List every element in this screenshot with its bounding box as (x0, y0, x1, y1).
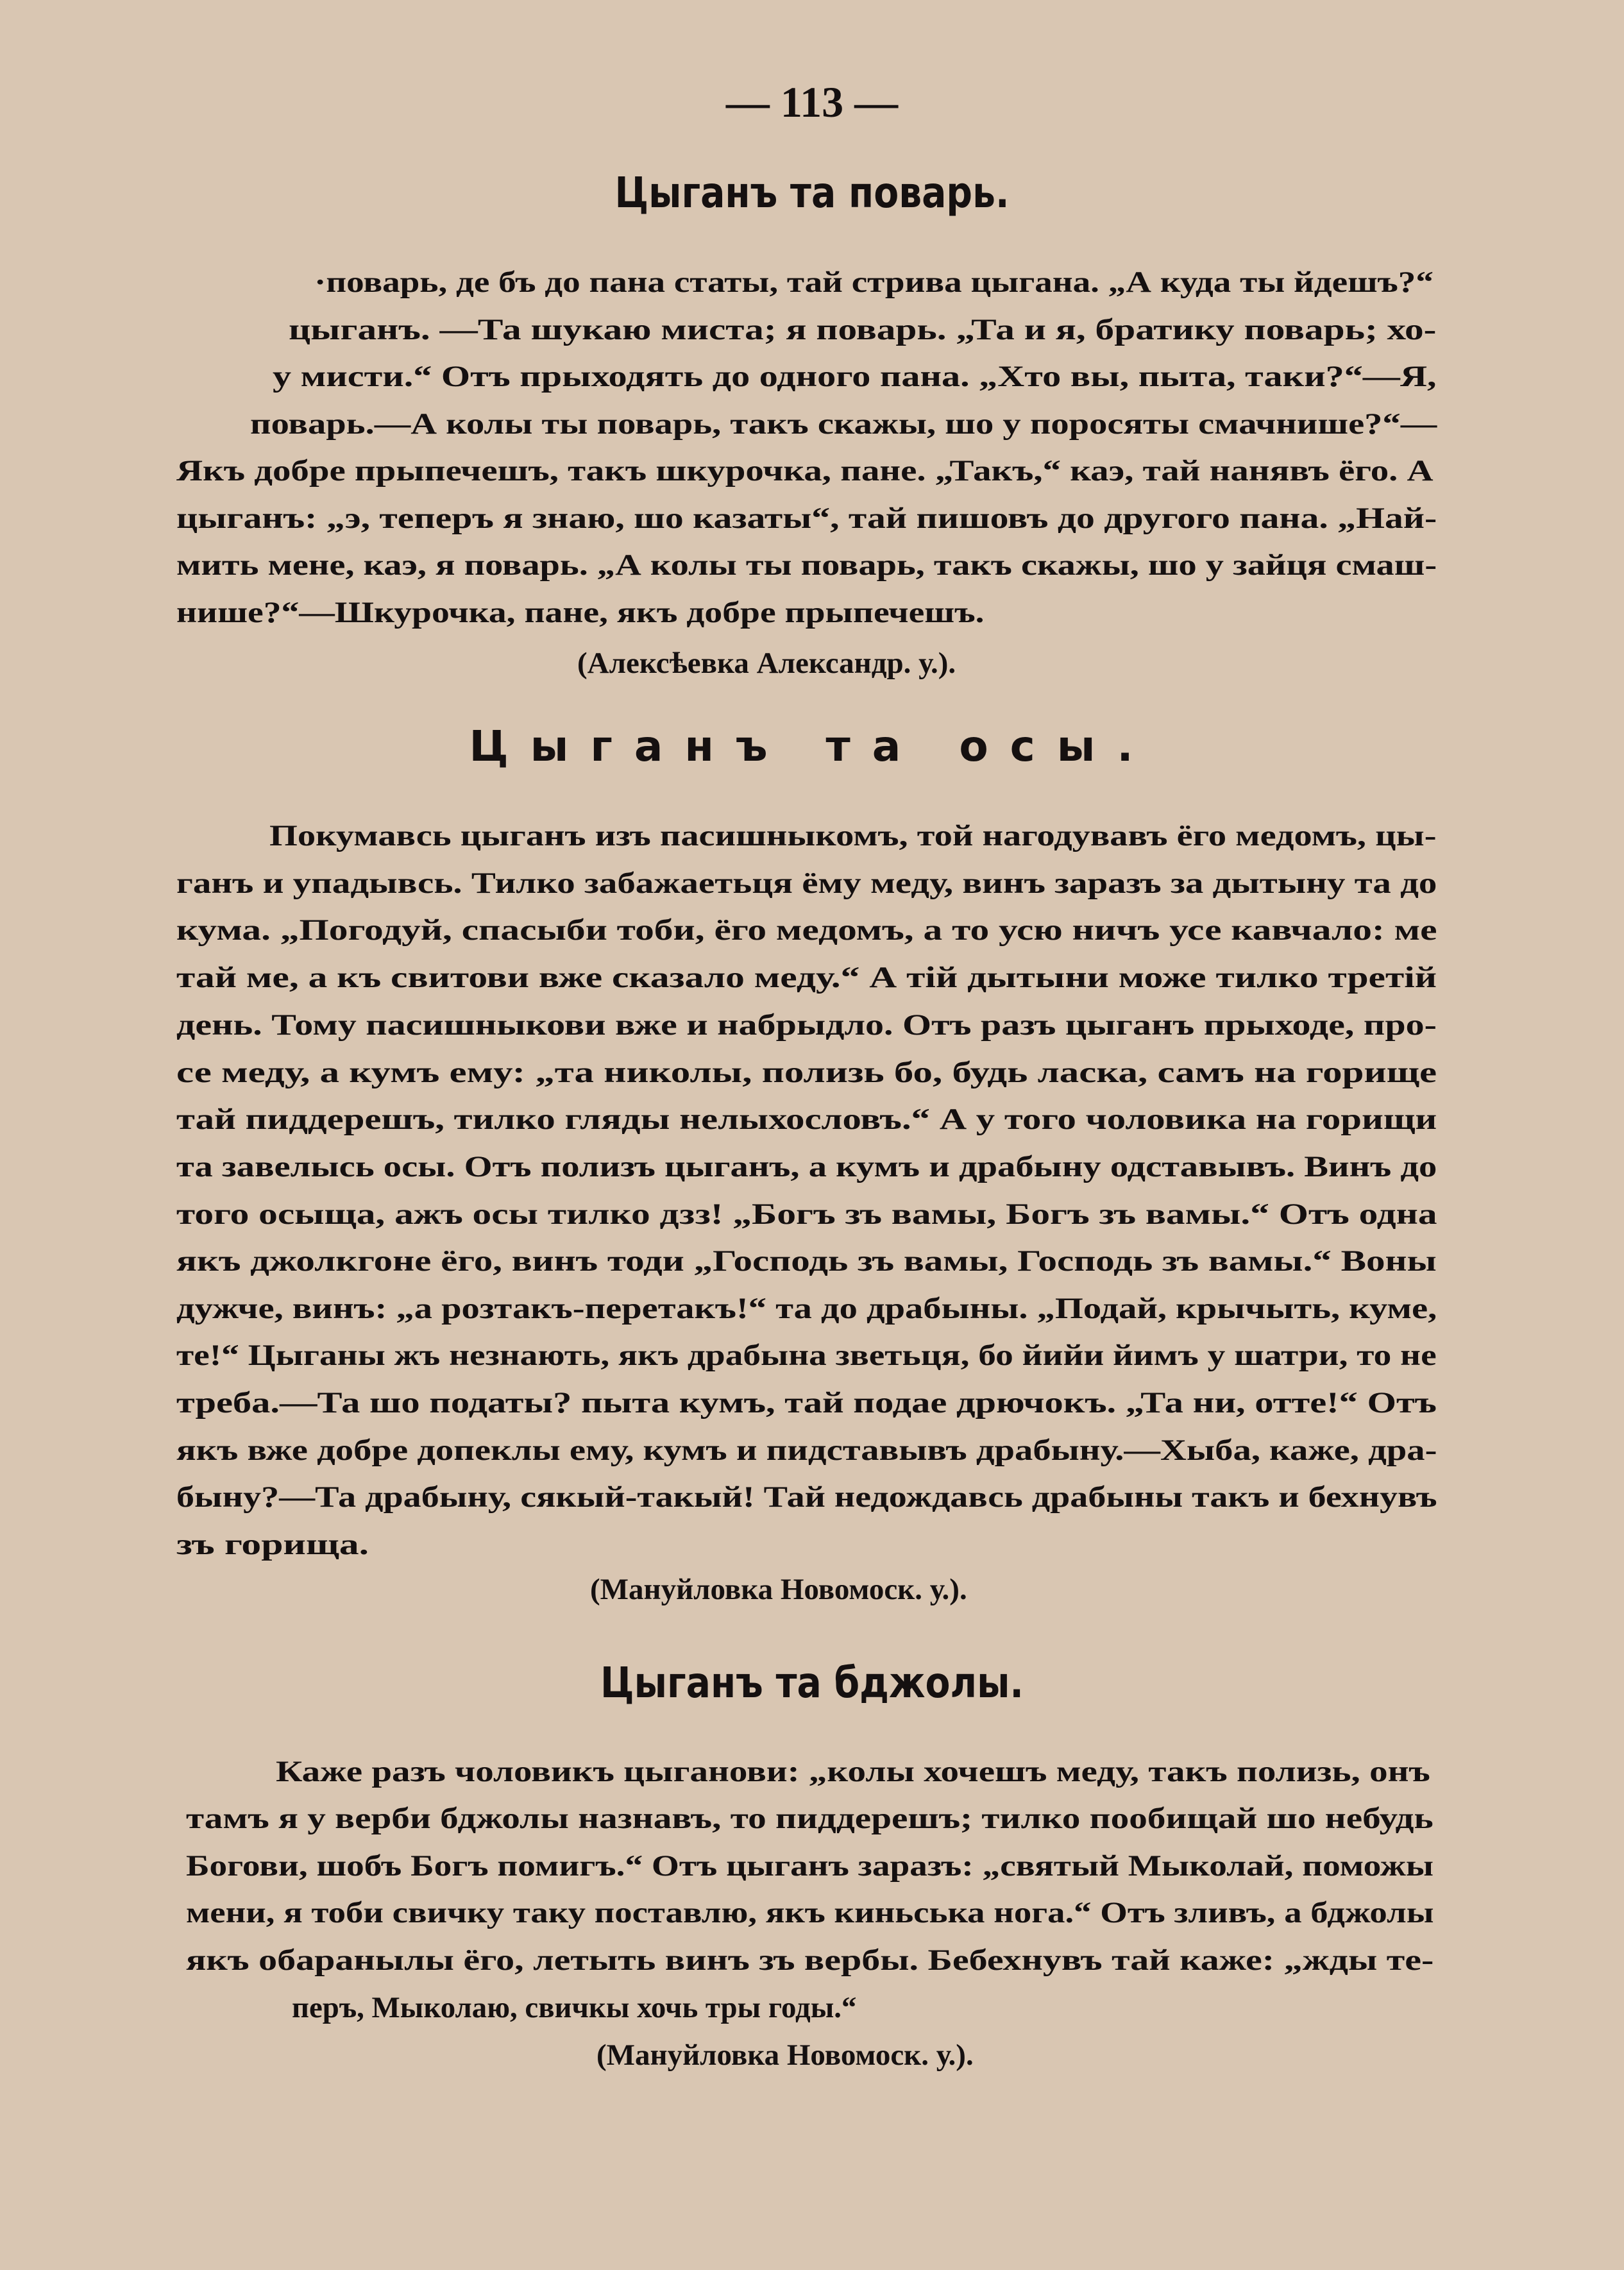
story-text-line: дужче, винъ: „а розтакъ-перетакъ!“ та до драбыны. „Подай, крычыть, куме, (176, 1292, 1437, 1325)
story-text-line: нише?“—Шкурочка, пане, якъ добре прыпечешъ. (176, 596, 985, 629)
story-text-line: мени, я тоби свичку таку поставлю, якъ киньська нога.“ Отъ зливъ, а бджолы (186, 1896, 1434, 1929)
story-text-line: поварь.—А колы ты поварь, такъ скажы, шо у поросяты смачнише?“— (250, 407, 1437, 441)
story-text-line: цыганъ: „э, теперъ я знаю, шо казаты“, тай пишовъ до другого пана. „Най- (176, 502, 1437, 535)
story-text-line: тай пиддерешъ, тилко гляды нелыхословъ.“ А у того чоловика на горищи (176, 1103, 1437, 1136)
story-text-line: зъ горища. (176, 1528, 369, 1561)
story-text-line: цыганъ. —Та шукаю миста; я поварь. „Та и я, братику поварь; хо- (289, 313, 1437, 346)
story-text-line: Богови, шобъ Богъ помигъ.“ Отъ цыганъ заразъ: „святый Мыколай, поможы (186, 1849, 1434, 1883)
story-text-line: ·поварь, де бъ до пана статы, тай стрива цыгана. „А куда ты йдешъ?“ (314, 266, 1434, 299)
story-text-line: день. Тому пасишныкови вже и набрыдло. Отъ разъ цыганъ прыходе, про- (176, 1008, 1437, 1042)
story-text-line: якъ обаранылы ёго, летыть винъ зъ вербы. Бебехнувъ тай каже: „жды те- (186, 1944, 1434, 1977)
story-text-line: тамъ я у верби бджолы назнавъ, то пиддерешъ; тилко пообищай шо небудь (186, 1802, 1434, 1835)
story-text-line: тай ме, а къ свитови вже сказало меду.“ А тій дытыни може тилко третій (176, 961, 1437, 994)
story-text-line: ганъ и упадывсь. Тилко забажаетьця ёму меду, винъ заразъ за дытыну та до (176, 867, 1437, 900)
story-source: (Алексѣевка Александр. у.). (577, 647, 956, 680)
story-text-line: мить мене, каэ, я поварь. „А колы ты поварь, такъ скажы, шо у зайця смаш- (176, 548, 1437, 582)
story-text-line: треба.—Та шо податы? пыта кумъ, тай подае дрючокъ. „Та ни, отте!“ Отъ (176, 1386, 1437, 1419)
story-text-line: якъ джолкгоне ёго, винъ тоди „Господь зъ вамы, Господь зъ вамы.“ Воны (176, 1244, 1437, 1278)
story-text-line: те!“ Цыганы жъ незнають, якъ драбына зветьця, бо йийи йимъ у шатри, то не (176, 1339, 1437, 1372)
story-title: Цыганъ та бджолы. (600, 1658, 1024, 1707)
page-number: — 113 — (725, 78, 899, 126)
story-title: Цыганъ та осы. (469, 722, 1155, 771)
story-text-line: того осыща, ажъ осы тилко дзз! „Богъ зъ вамы, Богъ зъ вамы.“ Отъ одна (176, 1198, 1437, 1231)
story-source: (Мануйловка Новомоск. у.). (590, 1573, 967, 1606)
story-text-line: кума. „Погодуй, спасыби тоби, ёго медомъ, а то усю ничъ усе кавчало: ме (176, 913, 1437, 947)
story-text-line: у мисти.“ Отъ прыходять до одного пана. „Хто вы, пыта, таки?“—Я, (273, 360, 1437, 393)
story-text-line: Якъ добре прыпечешъ, такъ шкурочка, пане. „Такъ,“ каэ, тай нанявъ ёго. А (176, 454, 1434, 487)
story-text-line: перъ, Мыколаю, свичкы хочь тры годы.“ (292, 1991, 857, 2024)
story-text-line: якъ вже добре допеклы ему, кумъ и пидставывъ драбыну.—Хыба, каже, дра- (176, 1434, 1437, 1467)
story-text-line: та завелысь осы. Отъ полизъ цыганъ, а кумъ и драбыну одставывъ. Винъ до (176, 1150, 1437, 1183)
story-title: Цыганъ та поварь. (614, 168, 1010, 217)
story-text-line: Каже разъ чоловикъ цыганови: „колы хочешъ меду, такъ полизь, онъ (276, 1755, 1430, 1788)
story-text-line: се меду, а кумъ ему: „та николы, полизь бо, будь ласка, самъ на горище (176, 1056, 1437, 1089)
story-text-line: Покумавсь цыганъ изъ пасишныкомъ, той нагодувавъ ёго медомъ, цы- (269, 819, 1437, 852)
story-source: (Мануйловка Новомоск. у.). (596, 2038, 974, 2072)
story-text-line: быну?—Та драбыну, сякый-такый! Тай недождавсь драбыны такъ и бехнувъ (176, 1480, 1437, 1514)
